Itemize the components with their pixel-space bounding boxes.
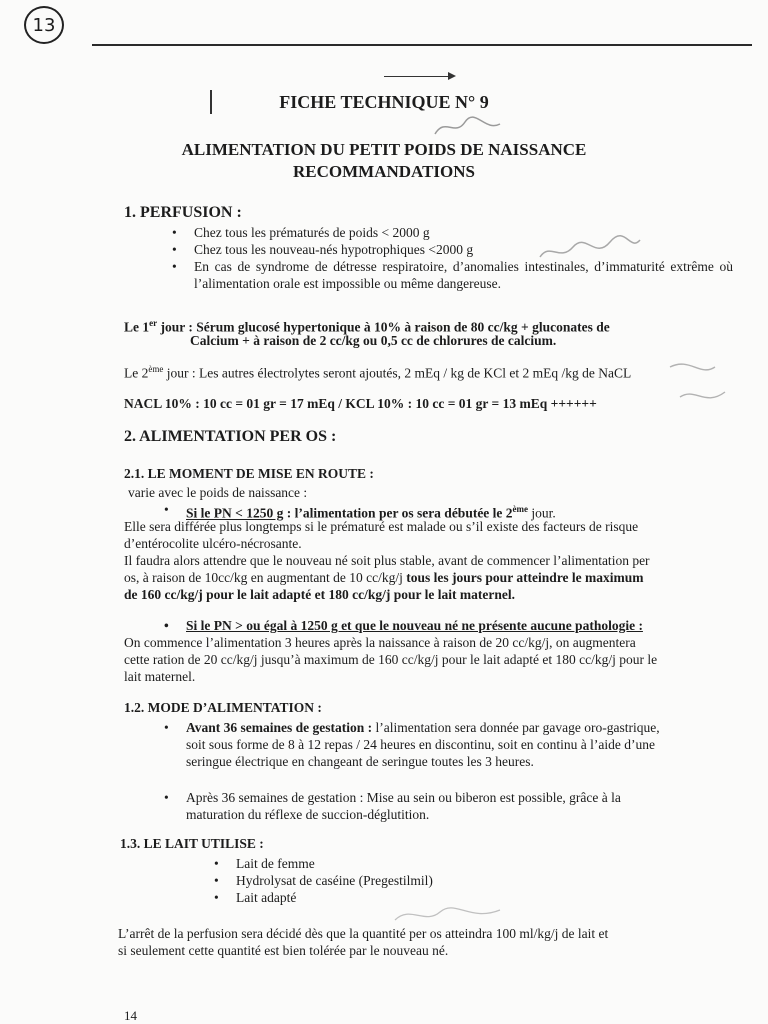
paragraph-deferred [124,518,754,552]
day-1-text: jour : Sérum glucosé hypertonique à 10% à raison de 80 cc/kg + gluconates de [157,319,610,335]
subsection-1-2-heading: 1.2. MODE D’ALIMENTATION : [124,700,322,715]
mode-before-36-label: Avant 36 semaines de gestation : [186,720,376,735]
list-item: • Si le PN > ou égal à 1250 g et que le nouveau né ne présente aucune pathologie : [160,617,750,634]
list-item: • Lait adapté [210,889,610,906]
mode-before-36-line: soit sous forme de 8 à 12 repas / 24 heures en discontinu, soit en continu à l’aide d’une [186,737,656,752]
electrolytes-line: NACL 10% : 10 cc = 01 gr = 17 mEq / KCL 10% : 10 cc = 01 gr = 13 mEq ++++++ [124,396,597,411]
mode-before-36-line: seringue électrique en changeant de seringue toutes les 3 heures. [186,754,534,769]
list-item [160,719,750,770]
paragraph-line: d’entérocolite ulcéro-nécrosante. [124,536,302,551]
day-1-sup: er [149,318,158,328]
day-2-text: jour : Les autres électrolytes seront ajoutés, 2 mEq / kg de KCl et 2 mEq /kg de NaCL [163,365,632,381]
list-item: • Hydrolysat de caséine (Pregestilmil) [210,872,610,889]
moment-intro: varie avec le poids de naissance : [128,485,308,500]
main-title-line-2: RECOMMANDATIONS [293,162,475,181]
perfusion-list [168,224,733,292]
fiche-title: FICHE TECHNIQUE N° 9 [279,92,489,112]
paragraph-line: cette ration de 20 cc/kg/j jusqu’à maximum de 160 cc/kg/j pour le lait adapté et 180 cc/kg/j pour le [124,652,658,667]
day-2-label: Le 2 [124,365,149,381]
paragraph-line: Il faudra alors attendre que le nouveau né soit plus stable, avant de commencer l’alimentation per [124,553,650,568]
list-item: • En cas de syndrome de détresse respiratoire, d’anomalies intestinales, d’immaturité extrême où l’alimentation orale est impossible ou même dangereuse. [168,258,733,292]
subsection-2-1-heading: 2.1. LE MOMENT DE MISE EN ROUTE : [124,466,374,481]
pn-under-1250-text: : l’alimentation per os sera débutée le 2 [283,505,513,521]
day-1-line-2: Calcium + à raison de 2 cc/kg ou 0,5 cc de chlorures de calcium. [190,333,557,348]
paragraph-segment: os, à raison de 10cc/kg en augmentant de 10 cc/kg/j [124,570,407,585]
paragraph-line: On commence l’alimentation 3 heures après la naissance à raison de 20 cc/kg/j, on augmentera [124,635,636,650]
paragraph-line [124,569,754,586]
paragraph-line: si seulement cette quantité est bien tolérée par le nouveau né. [118,943,449,958]
handwriting-mark [660,352,740,422]
milk-list [210,855,610,906]
arrow-icon [384,76,454,77]
paragraph-line: lait maternel. [124,669,196,684]
mode-after-36-line: • Après 36 semaines de gestation : Mise au sein ou biberon est possible, grâce à la [186,790,621,805]
list-item: • Chez tous les prématurés de poids < 2000 g [168,224,733,241]
mode-before-36-text: l’alimentation sera donnée par gavage oro-gastrique, [375,720,660,735]
mode-list [160,719,750,770]
page-marker: 13 [24,6,64,44]
paragraph-segment-bold: de 160 cc/kg/j pour le lait adapté et 180 cc/kg/j [124,587,391,602]
list-item [160,789,750,823]
paragraph-segment-bold: tous les jours pour atteindre le maximum [406,570,644,585]
paragraph-commence [124,634,754,685]
handwriting-mark [390,900,510,930]
closing-paragraph [118,925,748,959]
pn-under-1250-sup: ème [512,504,529,514]
list-item: • Lait de femme [210,855,610,872]
list-item: • Chez tous les nouveau-nés hypotrophiques <2000 g [168,241,733,258]
handwriting-mark [430,112,520,142]
section-1-heading: 1. PERFUSION : [124,204,242,221]
section-2-heading: 2. ALIMENTATION PER OS : [124,428,337,445]
page-number: 14 [124,1008,137,1023]
paragraph-line: Elle sera différée plus longtemps si le prématuré est malade ou s’il existe des facteurs de risque [124,519,639,534]
subsection-1-3-heading: 1.3. LE LAIT UTILISE : [120,836,264,851]
pn-bullet-2 [160,617,750,634]
main-title [0,139,768,183]
pn-under-1250-end: jour. [528,505,556,521]
mode-after-36-line: maturation du réflexe de succion-déglutition. [186,807,430,822]
paragraph-segment-bold: pour le lait maternel. [390,587,515,602]
day-1-label: Le 1 [124,319,150,335]
header-rule [92,44,752,46]
mode-list-2 [160,789,750,823]
pn-under-1250: Si le PN < 1250 g [186,505,284,521]
handwriting-mark [535,232,645,272]
paragraph-wait [124,552,754,603]
paragraph-line: L’arrêt de la perfusion sera décidé dès que la quantité per os atteindra 100 ml/kg/j de lait et [118,926,609,941]
paragraph-line [124,586,754,603]
day-2-sup: ème [148,364,164,374]
main-title-line-1: ALIMENTATION DU PETIT POIDS DE NAISSANCE [181,140,587,159]
